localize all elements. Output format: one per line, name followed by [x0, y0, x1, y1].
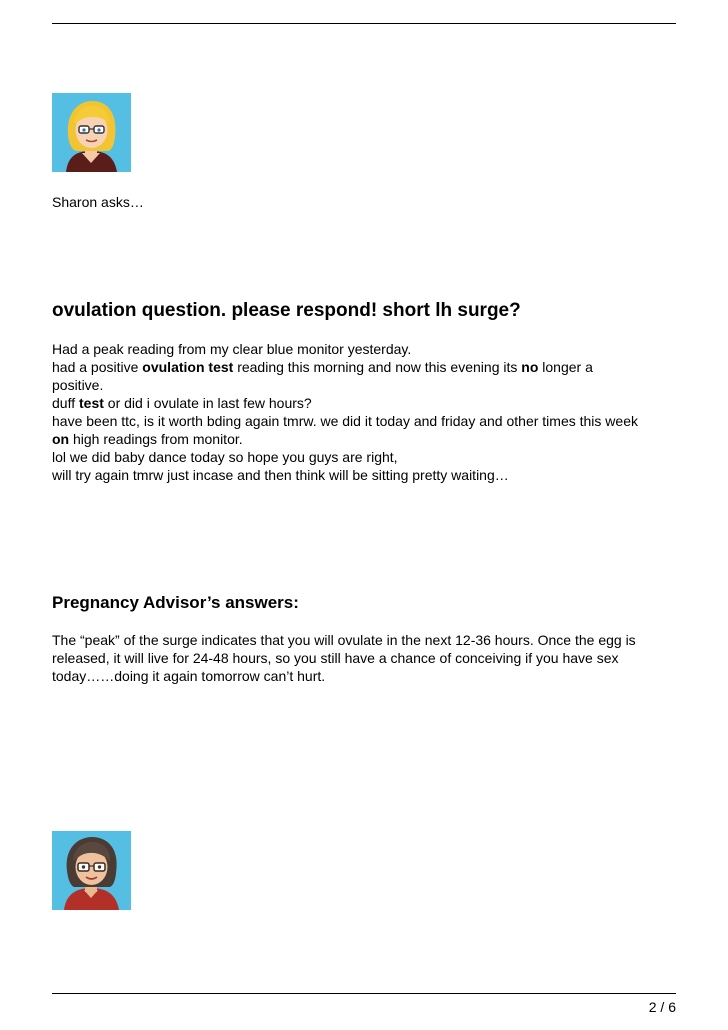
answer-line: The “peak” of the surge indicates that you will ovulate in the next 12-36 hours. Once the egg is: [52, 632, 636, 648]
answers-heading: Pregnancy Advisor’s answers:: [52, 593, 299, 612]
question-line: will try again tmrw just incase and then think will be sitting pretty waiting…: [52, 467, 509, 483]
advisor-avatar-icon: [52, 831, 131, 910]
page-number: 2 / 6: [648, 999, 676, 1015]
keyword-ovulation-test: ovulation test: [142, 359, 234, 375]
question-line: had a positive ovulation test reading this morning and now this evening its no longer a: [52, 359, 593, 375]
question-title: ovulation question. please respond! short lh surge?: [52, 300, 521, 321]
keyword-on: on: [52, 431, 70, 447]
answer-line: released, it will live for 24-48 hours, so you still have a chance of conceiving if you have sex: [52, 650, 619, 666]
keyword-no: no: [521, 359, 539, 375]
keyword-test: test: [79, 395, 104, 411]
question-line: have been ttc, is it worth bding again tmrw. we did it today and friday and other times this week: [52, 413, 638, 429]
answer-line: today……doing it again tomorrow can’t hurt.: [52, 668, 326, 684]
question-line: on high readings from monitor.: [52, 431, 243, 447]
question-line: duff test or did i ovulate in last few hours?: [52, 395, 312, 411]
question-line: Had a peak reading from my clear blue monitor yesterday.: [52, 341, 412, 357]
question-line: lol we did baby dance today so hope you guys are right,: [52, 449, 398, 465]
question-body: [52, 340, 676, 484]
footer-rule: [52, 993, 676, 994]
asker-label: Sharon asks…: [52, 194, 144, 210]
header-rule: [52, 23, 676, 24]
asker-avatar-icon: [52, 93, 131, 172]
answer-body: [52, 631, 676, 685]
question-line: positive.: [52, 377, 104, 393]
